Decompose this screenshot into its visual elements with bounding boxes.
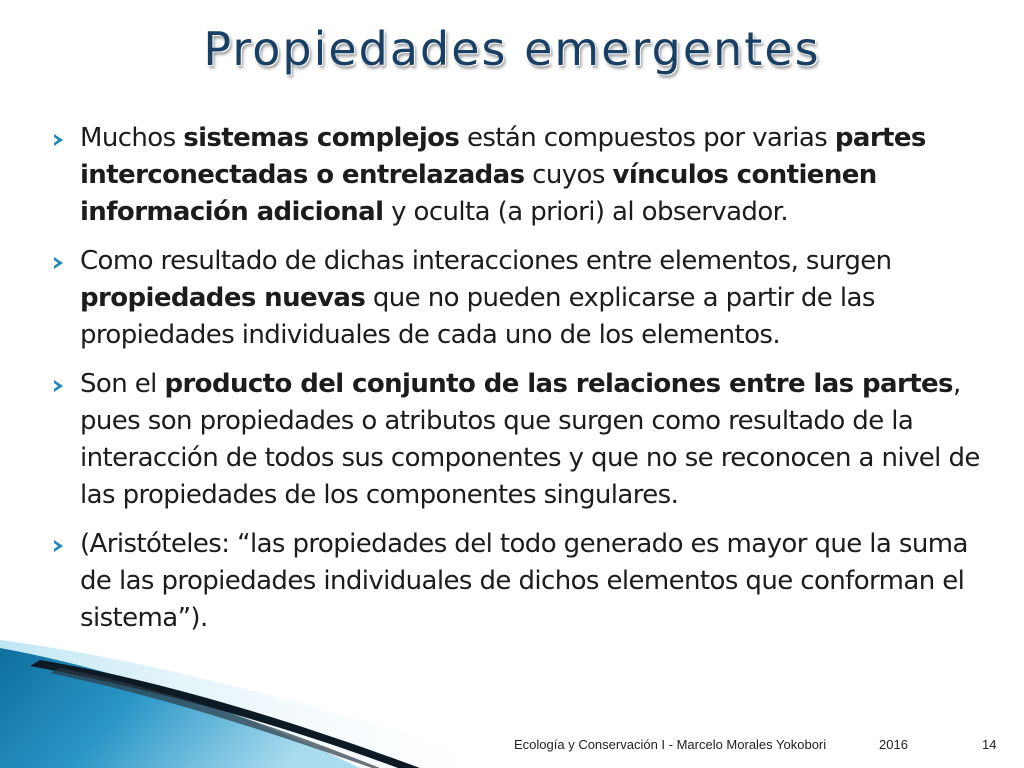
bullet-text: y oculta (a priori) al observador.	[383, 197, 788, 227]
slide-title: Propiedades emergentes	[203, 22, 821, 76]
bullet-text-bold: vínculos contienen información adicional	[80, 160, 877, 227]
bullet-text: Como resultado de dichas interacciones entre elementos, surgen	[80, 246, 892, 276]
arrow-bullet-icon	[54, 380, 63, 392]
bullet-text: que no pueden explicarse a partir de las propiedades individuales de cada uno de los elementos.	[80, 283, 875, 350]
bullet-text-bold: producto del conjunto de las relaciones entre las partes	[164, 369, 953, 399]
bullet-text-bold: propiedades nuevas	[80, 283, 366, 313]
bullet-item	[50, 120, 990, 231]
arrow-bullet-icon	[54, 134, 63, 146]
bullet-text: (Aristóteles: “las propiedades del todo generado es mayor que la suma de las propiedades individuales de dichos elementos que conforman el sistema”).	[80, 529, 968, 633]
bullet-list	[50, 120, 990, 649]
bullet-text: Muchos	[80, 123, 184, 153]
arrow-bullet-icon	[54, 257, 63, 269]
bullet-text-bold: partes interconectadas o entrelazadas	[80, 123, 926, 190]
bullet-item	[50, 366, 990, 514]
bullet-text: Son el	[80, 369, 165, 399]
bullet-text: cuyos	[524, 160, 613, 190]
bullet-text: , pues son propiedades o atributos que surgen como resultado de la interacción de todos sus componentes y que no se reconocen a nivel de las propiedades de los componentes singulares.	[80, 369, 980, 510]
slide-number: 14	[982, 737, 997, 752]
footer-text: Ecología y Conservación I - Marcelo Morales Yokobori	[514, 737, 827, 752]
bullet-item	[50, 526, 990, 637]
arrow-bullet-icon	[54, 540, 63, 552]
bullet-text-bold: sistemas complejos	[183, 123, 460, 153]
bullet-text: están compuestos por varias	[459, 123, 835, 153]
bullet-item	[50, 243, 990, 354]
footer-year: 2016	[879, 737, 908, 752]
